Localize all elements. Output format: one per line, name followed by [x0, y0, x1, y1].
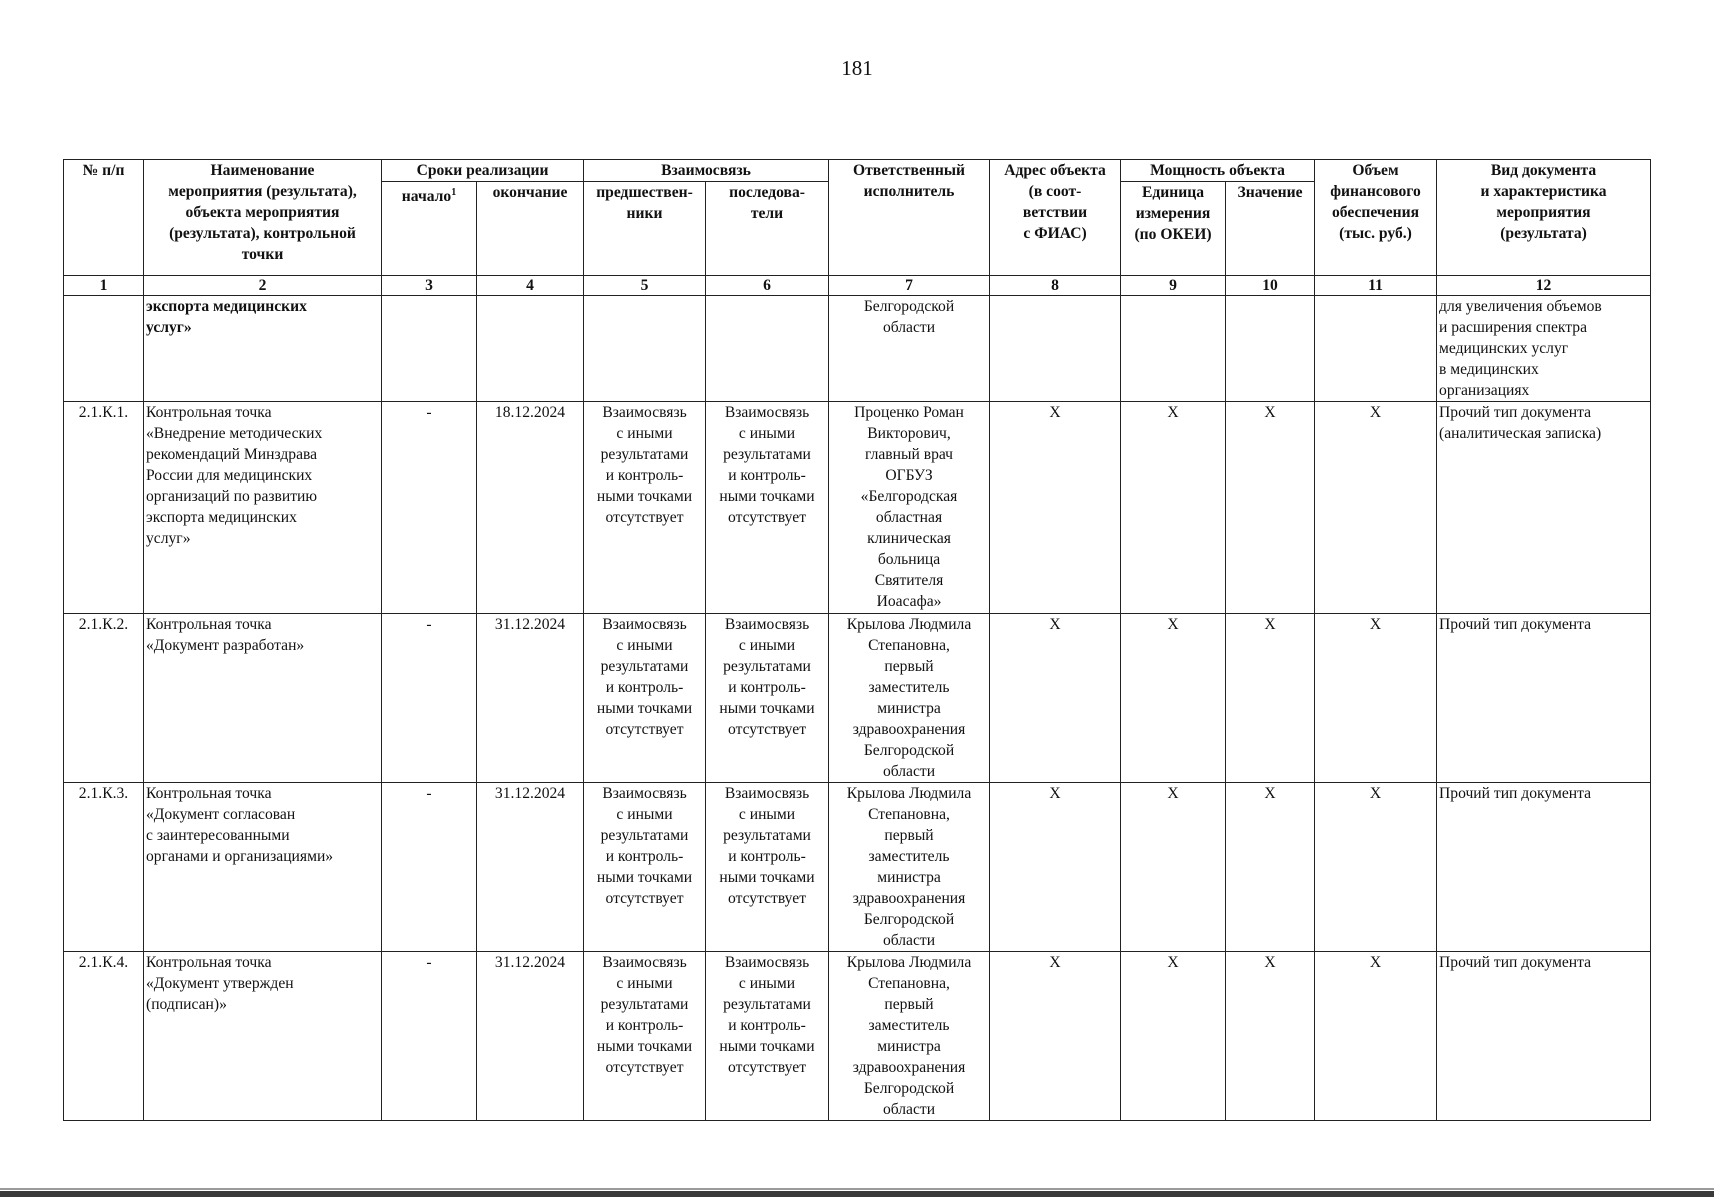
header-link-group: Взаимосвязь — [584, 160, 829, 182]
cell-document: Прочий тип документа (аналитическая записка) — [1437, 402, 1651, 614]
header-address: Адрес объекта (в соот- ветствии с ФИАС) — [990, 160, 1121, 276]
column-number: 6 — [706, 276, 829, 296]
cell-value: X — [1226, 783, 1315, 952]
cell-num — [64, 296, 144, 402]
footnote-marker: 1 — [451, 187, 457, 198]
column-number: 5 — [584, 276, 706, 296]
cell-document: для увеличения объемов и расширения спектра медицинских услуг в медицинских организациях — [1437, 296, 1651, 402]
cell-unit: X — [1121, 614, 1226, 783]
cell-responsible: Белгородской области — [829, 296, 990, 402]
cell-document: Прочий тип документа — [1437, 614, 1651, 783]
header-capacity-group: Мощность объекта — [1121, 160, 1315, 182]
cell-finance — [1315, 296, 1437, 402]
header-num: № п/п — [64, 160, 144, 276]
cell-predecessors: Взаимосвязь с иными результатами и контроль- ными точками отсутствует — [584, 952, 706, 1121]
header-end: окончание — [477, 182, 584, 276]
column-number: 3 — [382, 276, 477, 296]
column-number: 12 — [1437, 276, 1651, 296]
cell-address: X — [990, 614, 1121, 783]
cell-successors: Взаимосвязь с иными результатами и контроль- ными точками отсутствует — [706, 783, 829, 952]
header-document: Вид документа и характеристика мероприятия (результата) — [1437, 160, 1651, 276]
cell-unit: X — [1121, 783, 1226, 952]
cell-end: 31.12.2024 — [477, 783, 584, 952]
header-finance: Объем финансового обеспечения (тыс. руб.) — [1315, 160, 1437, 276]
header-predecessors: предшествен- ники — [584, 182, 706, 276]
column-number: 2 — [144, 276, 382, 296]
page-number: 181 — [841, 56, 873, 80]
column-number: 1 — [64, 276, 144, 296]
table-header — [64, 160, 1651, 296]
cell-predecessors: Взаимосвязь с иными результатами и контроль- ными точками отсутствует — [584, 783, 706, 952]
cell-end: 31.12.2024 — [477, 952, 584, 1121]
cell-value: X — [1226, 402, 1315, 614]
scan-edge-line — [0, 1188, 1714, 1190]
activities-table — [63, 159, 1651, 1121]
cell-responsible: Проценко Роман Викторович, главный врач ОГБУЗ «Белгородская областная клиническая больница Святителя Иоасафа» — [829, 402, 990, 614]
column-number: 4 — [477, 276, 584, 296]
header-value: Значение — [1226, 182, 1315, 276]
cell-start: - — [382, 952, 477, 1121]
cell-responsible: Крылова Людмила Степановна, первый заместитель министра здравоохранения Белгородской области — [829, 783, 990, 952]
header-name: Наименование мероприятия (результата), объекта мероприятия (результата), контрольной точки — [144, 160, 382, 276]
cell-predecessors: Взаимосвязь с иными результатами и контроль- ными точками отсутствует — [584, 614, 706, 783]
continuation-row — [64, 296, 1651, 402]
column-number: 11 — [1315, 276, 1437, 296]
cell-responsible: Крылова Людмила Степановна, первый заместитель министра здравоохранения Белгородской области — [829, 614, 990, 783]
cell-responsible: Крылова Людмила Степановна, первый заместитель министра здравоохранения Белгородской области — [829, 952, 990, 1121]
header-start: начало$^1$ — [382, 182, 477, 276]
cell-name: Контрольная точка «Документ разработан» — [144, 614, 382, 783]
cell-start — [382, 296, 477, 402]
cell-document: Прочий тип документа — [1437, 783, 1651, 952]
cell-end: 18.12.2024 — [477, 402, 584, 614]
cell-finance: X — [1315, 614, 1437, 783]
scan-edge-bar — [0, 1191, 1714, 1197]
cell-num: 2.1.К.3. — [64, 783, 144, 952]
cell-name: Контрольная точка «Документ согласован с заинтересованными органами и организациями» — [144, 783, 382, 952]
column-number: 9 — [1121, 276, 1226, 296]
column-numbers-row — [64, 276, 1651, 296]
cell-num: 2.1.К.1. — [64, 402, 144, 614]
cell-successors: Взаимосвязь с иными результатами и контроль- ными точками отсутствует — [706, 402, 829, 614]
cell-name: Контрольная точка «Документ утвержден (подписан)» — [144, 952, 382, 1121]
cell-document: Прочий тип документа — [1437, 952, 1651, 1121]
table-row — [64, 614, 1651, 783]
cell-address: X — [990, 952, 1121, 1121]
cell-value: X — [1226, 952, 1315, 1121]
column-number: 10 — [1226, 276, 1315, 296]
header-responsible: Ответственный исполнитель — [829, 160, 990, 276]
cell-address — [990, 296, 1121, 402]
cell-end: 31.12.2024 — [477, 614, 584, 783]
cell-address: X — [990, 402, 1121, 614]
cell-start: - — [382, 402, 477, 614]
cell-predecessors — [584, 296, 706, 402]
cell-address: X — [990, 783, 1121, 952]
table-row — [64, 952, 1651, 1121]
cell-value: X — [1226, 614, 1315, 783]
column-number: 7 — [829, 276, 990, 296]
header-unit: Единица измерения (по ОКЕИ) — [1121, 182, 1226, 276]
cell-value — [1226, 296, 1315, 402]
cell-num: 2.1.К.4. — [64, 952, 144, 1121]
cell-start: - — [382, 783, 477, 952]
cell-unit: X — [1121, 402, 1226, 614]
cell-name: экспорта медицинских услуг» — [144, 296, 382, 402]
cell-name: Контрольная точка «Внедрение методических рекомендаций Минздрава России для медицинских организаций по развитию экспорта медицинских услуг» — [144, 402, 382, 614]
cell-predecessors: Взаимосвязь с иными результатами и контроль- ными точками отсутствует — [584, 402, 706, 614]
header-successors: последова- тели — [706, 182, 829, 276]
cell-unit — [1121, 296, 1226, 402]
table-row — [64, 783, 1651, 952]
cell-start: - — [382, 614, 477, 783]
cell-finance: X — [1315, 783, 1437, 952]
cell-end — [477, 296, 584, 402]
header-dates-group: Сроки реализации — [382, 160, 584, 182]
cell-successors: Взаимосвязь с иными результатами и контроль- ными точками отсутствует — [706, 614, 829, 783]
cell-successors — [706, 296, 829, 402]
cell-num: 2.1.К.2. — [64, 614, 144, 783]
cell-finance: X — [1315, 952, 1437, 1121]
cell-successors: Взаимосвязь с иными результатами и контроль- ными точками отсутствует — [706, 952, 829, 1121]
column-number: 8 — [990, 276, 1121, 296]
cell-unit: X — [1121, 952, 1226, 1121]
cell-finance: X — [1315, 402, 1437, 614]
table-row — [64, 402, 1651, 614]
